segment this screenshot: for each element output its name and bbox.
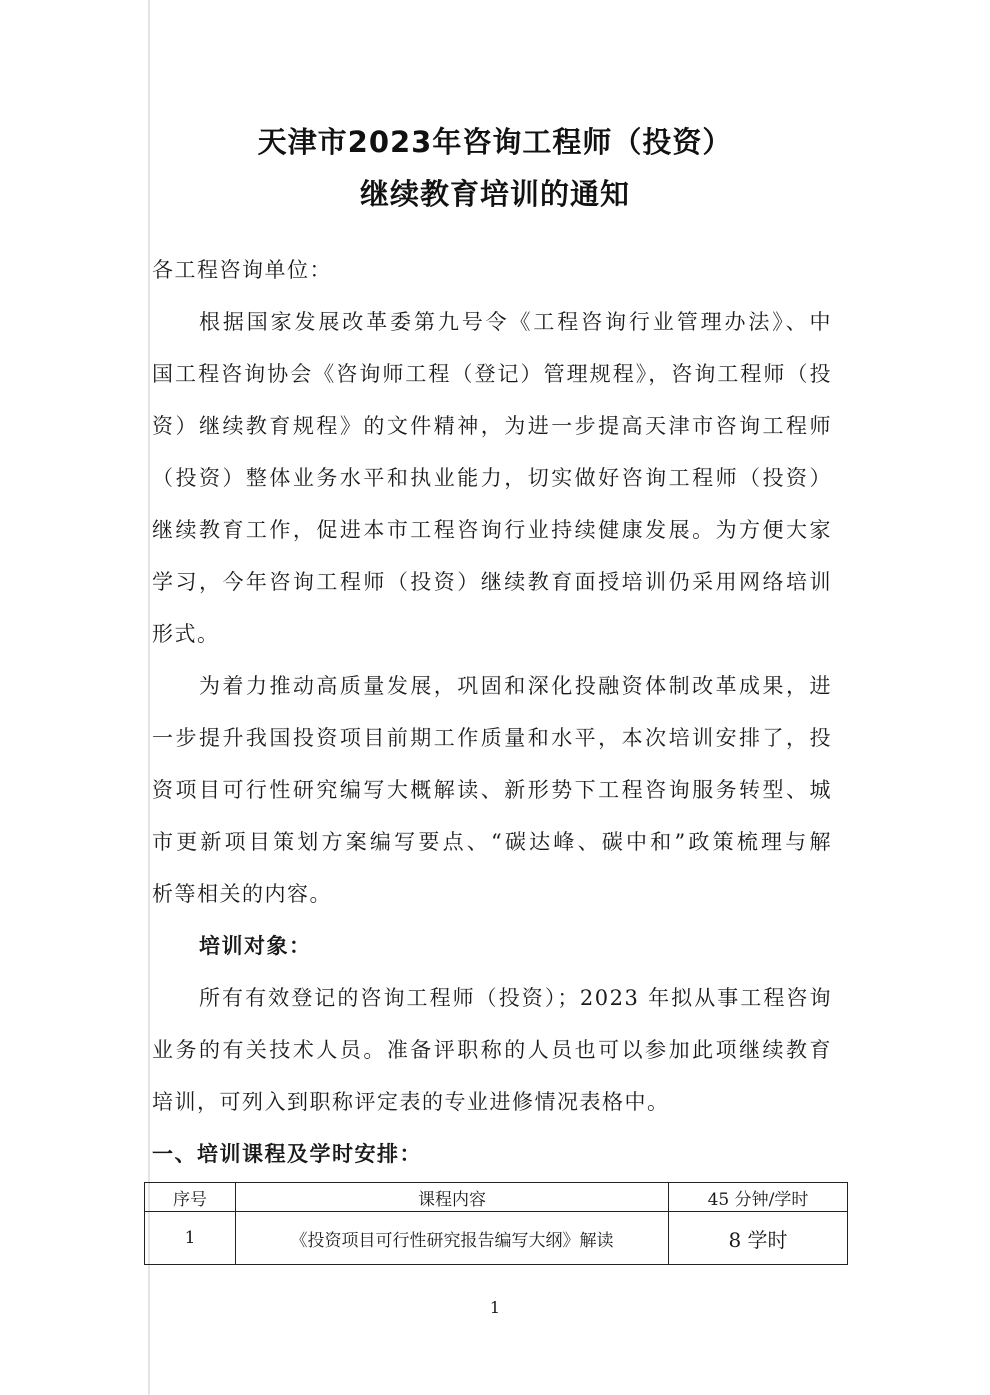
course-heading: 一、培训课程及学时安排： — [152, 1142, 422, 1166]
para2-line: 资项目可行性研究编写大概解读、新形势下工程咨询服务转型、城 — [152, 778, 832, 802]
title-line-2: 继续教育培训的通知 — [359, 177, 630, 211]
para1-line: 继续教育工作，促进本市工程咨询行业持续健康发展。为方便大家 — [152, 518, 832, 542]
cell-no: 1 — [145, 1212, 236, 1265]
para1-line: （投资）整体业务水平和执业能力，切实做好咨询工程师（投资） — [152, 466, 832, 490]
para1-line: 资）继续教育规程》的文件精神，为进一步提高天津市咨询工程师 — [152, 414, 832, 438]
target-heading: 培训对象： — [199, 934, 312, 958]
para1-line: 国工程咨询协会《咨询师工程（登记）管理规程》，咨询工程师（投 — [152, 362, 832, 386]
para2-line: 市更新项目策划方案编写要点、“碳达峰、碳中和”政策梳理与解 — [152, 830, 832, 854]
table-header-row — [145, 1183, 848, 1212]
title-line-1: 天津市2023年咨询工程师（投资） — [257, 125, 733, 159]
col-header-no: 序号 — [145, 1183, 236, 1212]
target-line: 培训，可列入到职称评定表的专业进修情况表格中。 — [152, 1090, 670, 1114]
para1-line: 根据国家发展改革委第九号令《工程咨询行业管理办法》、中 — [199, 310, 832, 334]
para1-line: 形式。 — [152, 622, 220, 646]
para1-line: 学习，今年咨询工程师（投资）继续教育面授培训仍采用网络培训 — [152, 570, 832, 594]
page-number: 1 — [489, 1298, 501, 1317]
col-header-content: 课程内容 — [236, 1183, 669, 1212]
para2-line: 为着力推动高质量发展，巩固和深化投融资体制改革成果，进 — [199, 674, 832, 698]
table-row — [145, 1212, 848, 1265]
salutation: 各工程咨询单位： — [152, 258, 332, 282]
target-line: 所有有效登记的咨询工程师（投资）；2023 年拟从事工程咨询 — [199, 986, 832, 1010]
target-line: 业务的有关技术人员。准备评职称的人员也可以参加此项继续教育 — [152, 1038, 832, 1062]
cell-hours: 8 学时 — [669, 1212, 848, 1265]
course-table — [144, 1182, 848, 1265]
para2-line: 一步提升我国投资项目前期工作质量和水平，本次培训安排了，投 — [152, 726, 832, 750]
cell-content: 《投资项目可行性研究报告编写大纲》解读 — [236, 1212, 669, 1265]
para2-line: 析等相关的内容。 — [152, 882, 332, 906]
col-header-hours: 45 分钟/学时 — [669, 1183, 848, 1212]
